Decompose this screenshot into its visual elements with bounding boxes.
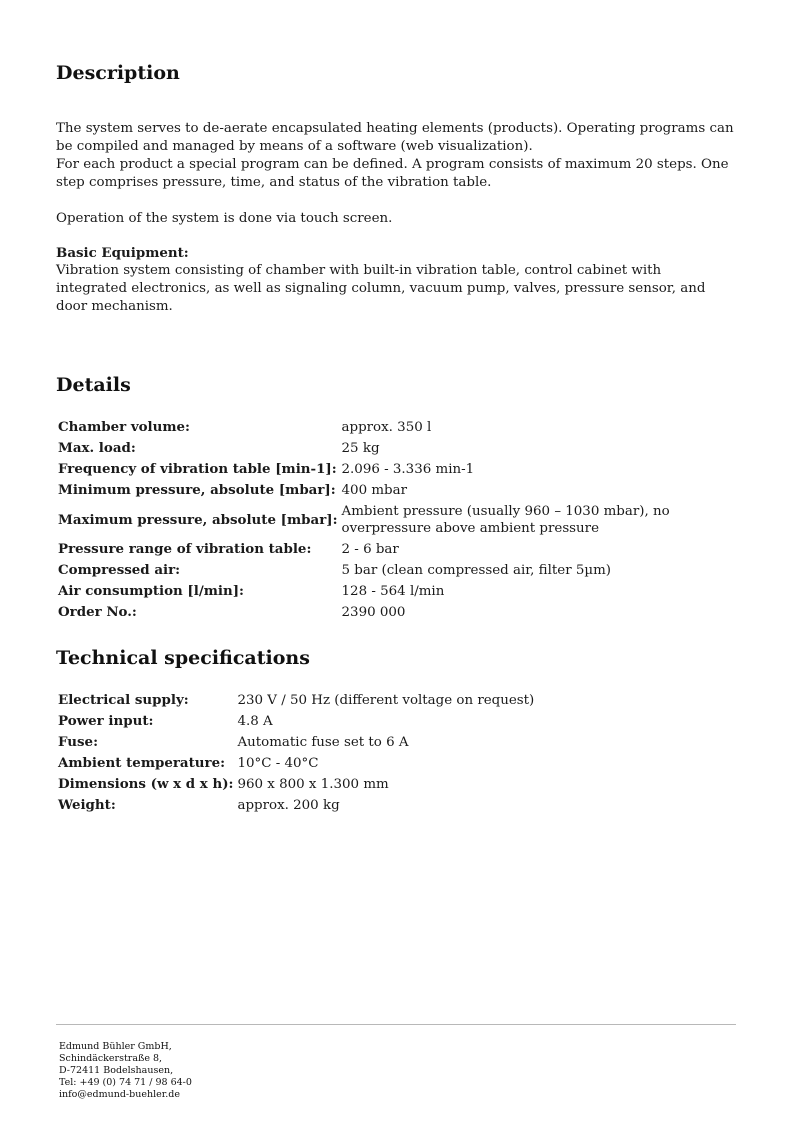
footer-email[interactable]: info@edmund-buehler.de [59, 1089, 180, 1100]
spec-value: 25 kg [341, 441, 380, 456]
spec-value: 230 V / 50 Hz (different voltage on request) [237, 693, 535, 708]
spec-label: Fuse: [58, 734, 99, 750]
spec-value: Ambient pressure (usually 960 – 1030 mbar), no overpressure above ambient pressure [341, 504, 670, 536]
table-row [58, 602, 728, 623]
spec-label: Max. load: [58, 440, 136, 456]
spec-label: Electrical supply: [58, 692, 189, 708]
footer-phone: Tel: +49 (0) 74 71 / 98 64-0 [59, 1077, 192, 1088]
description-text-1: The system serves to de-aerate encapsulated heating elements (products). Operating programs can be compiled and managed by means of a software (web visualization). [56, 121, 734, 154]
footer-street: Schindäckerstraße 8, [59, 1053, 163, 1064]
table-row [58, 560, 728, 581]
technical-specifications-table [58, 690, 534, 816]
spec-label: Ambient temperature: [58, 755, 226, 771]
table-row [58, 732, 534, 753]
table-row [58, 690, 534, 711]
basic-equipment-text: Vibration system consisting of chamber with built-in vibration table, control cabinet with integrated electronics, as well as signaling column, vacuum pump, valves, pressure sensor, and door mechanism. [56, 263, 706, 314]
technical-specifications-heading: Technical specifications [56, 647, 310, 669]
operation-text: Operation of the system is done via touch screen. [56, 211, 393, 226]
spec-label: Air consumption [l/min]: [58, 583, 245, 599]
spec-label: Dimensions (w x d x h): [58, 776, 234, 792]
details-table [58, 417, 728, 623]
basic-equipment-section [56, 244, 736, 316]
spec-value: 2 - 6 bar [341, 542, 399, 557]
table-row [58, 539, 728, 560]
footer-divider [56, 1024, 736, 1025]
spec-label: Power input: [58, 713, 154, 729]
spec-value: 2.096 - 3.336 min-1 [341, 462, 475, 477]
spec-value: 400 mbar [341, 483, 408, 498]
description-paragraph [56, 120, 736, 192]
table-row [58, 753, 534, 774]
spec-value: 5 bar (clean compressed air, filter 5µm) [341, 563, 611, 578]
spec-label: Order No.: [58, 604, 137, 620]
document-page [56, 0, 738, 1121]
spec-value: 2390 000 [341, 605, 406, 620]
spec-label: Chamber volume: [58, 419, 191, 435]
table-row [58, 459, 728, 480]
details-heading: Details [56, 374, 131, 396]
table-row [58, 438, 728, 459]
table-row [58, 795, 534, 816]
description-heading: Description [56, 62, 180, 84]
footer-city: D-72411 Bodelshausen, [59, 1065, 174, 1076]
spec-value: approx. 200 kg [237, 798, 340, 813]
table-row [58, 581, 728, 602]
spec-label: Minimum pressure, absolute [mbar]: [58, 482, 336, 498]
spec-label: Compressed air: [58, 562, 181, 578]
table-row [58, 417, 728, 438]
footer-address [59, 1041, 192, 1101]
table-row [58, 480, 728, 501]
spec-value: 128 - 564 l/min [341, 584, 445, 599]
spec-value: 4.8 A [237, 714, 273, 729]
table-row [58, 711, 534, 732]
spec-value: 960 x 800 x 1.300 mm [237, 777, 389, 792]
spec-value: 10°C - 40°C [237, 756, 319, 771]
spec-label: Pressure range of vibration table: [58, 541, 312, 557]
spec-label: Maximum pressure, absolute [mbar]: [58, 511, 338, 528]
table-row [58, 501, 728, 539]
basic-equipment-label: Basic Equipment: [56, 245, 189, 261]
spec-value: Automatic fuse set to 6 A [237, 735, 409, 750]
description-text-2: For each product a special program can be defined. A program consists of maximum 20 steps. One step comprises pressure, time, and status of the vibration table. [56, 157, 729, 190]
table-row [58, 774, 534, 795]
spec-label: Weight: [58, 797, 116, 813]
spec-value: approx. 350 l [341, 420, 432, 435]
footer-company: Edmund Bühler GmbH, [59, 1041, 172, 1052]
spec-label: Frequency of vibration table [min-1]: [58, 461, 337, 477]
